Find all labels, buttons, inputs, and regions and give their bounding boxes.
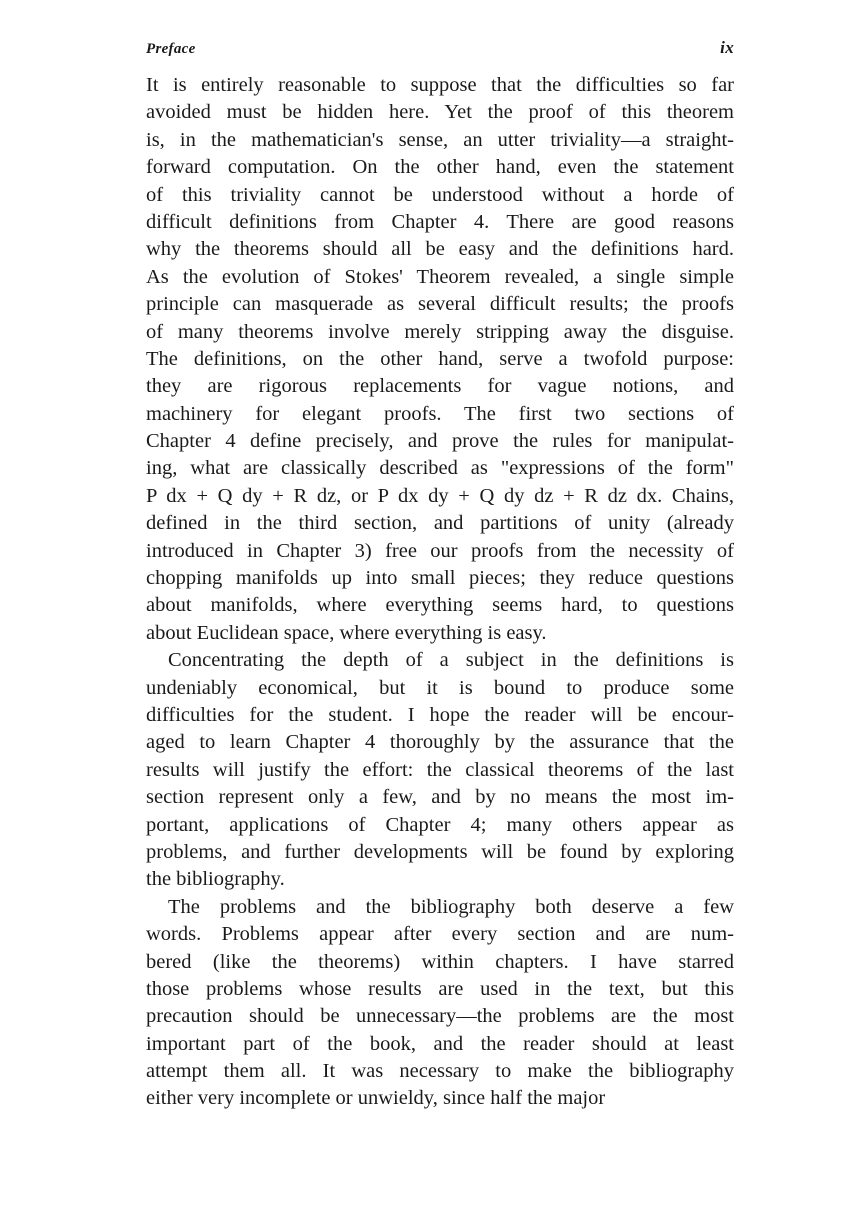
- text-line: bered (like the theorems) within chapters. I have starred: [146, 950, 734, 973]
- text-line: those problems whose results are used in the text, but this: [146, 977, 734, 1000]
- body-text: [146, 72, 734, 1113]
- text-line: important part of the book, and the reader should at least: [146, 1032, 734, 1055]
- text-line: ing, what are classically described as "expressions of the form": [146, 457, 734, 480]
- page-number: ix: [720, 38, 734, 57]
- text-line: As the evolution of Stokes' Theorem revealed, a single simple: [146, 265, 734, 288]
- text-line: results will justify the effort: the classical theorems of the last: [146, 758, 734, 781]
- text-line: machinery for elegant proofs. The first two sections of: [146, 402, 734, 425]
- text-line: Chapter 4 define precisely, and prove the rules for manipulat-: [146, 430, 734, 453]
- text-line: problems, and further developments will be found by exploring: [146, 840, 734, 863]
- paragraph: [146, 72, 734, 647]
- text-line: section represent only a few, and by no means the most im-: [146, 786, 734, 809]
- text-line: about Euclidean space, where everything is easy.: [146, 621, 547, 644]
- text-line: they are rigorous replacements for vague notions, and: [146, 375, 734, 398]
- text-line: avoided must be hidden here. Yet the proof of this theorem: [146, 101, 734, 124]
- text-line: principle can masquerade as several difficult results; the proofs: [146, 293, 734, 316]
- text-line: chopping manifolds up into small pieces; they reduce questions: [146, 567, 734, 590]
- text-line: is, in the mathematician's sense, an utter triviality—a straight-: [146, 128, 734, 151]
- text-line: portant, applications of Chapter 4; many others appear as: [146, 813, 734, 836]
- text-line: introduced in Chapter 3) free our proofs from the necessity of: [146, 539, 734, 562]
- text-line: why the theorems should all be easy and the definitions hard.: [146, 238, 734, 261]
- text-line: words. Problems appear after every section and are num-: [146, 923, 734, 946]
- text-line: the bibliography.: [146, 868, 285, 891]
- text-line: of this triviality cannot be understood without a horde of: [146, 183, 734, 206]
- text-line: defined in the third section, and partitions of unity (already: [146, 512, 734, 535]
- text-line: It is entirely reasonable to suppose that the difficulties so far: [146, 74, 734, 96]
- running-title: Preface: [146, 41, 196, 57]
- text-line: The problems and the bibliography both deserve a few: [168, 895, 734, 918]
- paragraph: [146, 894, 734, 1113]
- book-page: [146, 38, 734, 1113]
- text-line: forward computation. On the other hand, even the statement: [146, 156, 734, 179]
- paragraph: [146, 647, 734, 894]
- text-line: Concentrating the depth of a subject in the definitions is: [168, 649, 734, 672]
- text-line: of many theorems involve merely stripping away the disguise.: [146, 320, 734, 343]
- text-line: attempt them all. It was necessary to make the bibliography: [146, 1060, 734, 1083]
- text-line: undeniably economical, but it is bound to produce some: [146, 676, 734, 699]
- text-line: precaution should be unnecessary—the problems are the most: [146, 1005, 734, 1028]
- text-line: P dx + Q dy + R dz, or P dx dy + Q dy dz + R dz dx. Chains,: [146, 484, 734, 507]
- text-line: difficulties for the student. I hope the reader will be encour-: [146, 703, 734, 726]
- text-line: aged to learn Chapter 4 thoroughly by the assurance that the: [146, 731, 734, 754]
- text-line: either very incomplete or unwieldy, since half the major: [146, 1087, 606, 1110]
- text-line: difficult definitions from Chapter 4. There are good reasons: [146, 210, 734, 233]
- text-line: The definitions, on the other hand, serve a twofold purpose:: [146, 347, 734, 370]
- text-line: about manifolds, where everything seems hard, to questions: [146, 594, 734, 617]
- running-head: [146, 38, 734, 72]
